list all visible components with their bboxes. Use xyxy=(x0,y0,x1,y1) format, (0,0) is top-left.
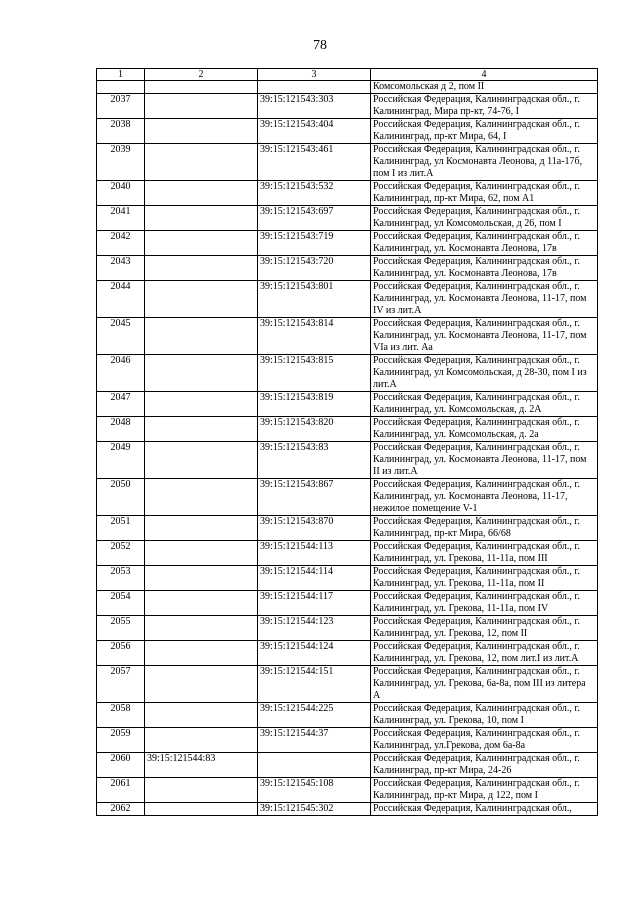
row-number: 2056 xyxy=(97,641,145,666)
cadastral-number: 39:15:121544:151 xyxy=(258,666,371,703)
row-number: 2043 xyxy=(97,256,145,281)
row-number: 2047 xyxy=(97,392,145,417)
table-row xyxy=(97,442,598,479)
cadastral-number: 39:15:121543:801 xyxy=(258,281,371,318)
cadastral-number: 39:15:121543:461 xyxy=(258,144,371,181)
address: Российская Федерация, Калининградская обл., xyxy=(371,803,598,816)
cadastral-number-col2: 39:15:121544:83 xyxy=(145,753,258,778)
address: Российская Федерация, Калининградская обл., г. Калининград, пр-кт Мира, 62, пом А1 xyxy=(371,181,598,206)
row-number: 2048 xyxy=(97,417,145,442)
cadastral-number: 39:15:121544:114 xyxy=(258,566,371,591)
table-row xyxy=(97,641,598,666)
column-header-4: 4 xyxy=(371,69,598,81)
address: Российская Федерация, Калининградская обл., г. Калининград, ул. Грекова, 11-11а, пом IV xyxy=(371,591,598,616)
cadastral-number-col2 xyxy=(145,442,258,479)
cadastral-number-col2 xyxy=(145,181,258,206)
row-number: 2049 xyxy=(97,442,145,479)
cadastral-number-col2 xyxy=(145,666,258,703)
cadastral-number: 39:15:121543:303 xyxy=(258,94,371,119)
table-row xyxy=(97,417,598,442)
table-body xyxy=(97,81,598,816)
row-number: 2051 xyxy=(97,516,145,541)
row-number: 2057 xyxy=(97,666,145,703)
cadastral-number: 39:15:121544:225 xyxy=(258,703,371,728)
row-number: 2039 xyxy=(97,144,145,181)
table-row xyxy=(97,256,598,281)
cadastral-number-col2 xyxy=(145,516,258,541)
address: Российская Федерация, Калининградская обл., г. Калининград, ул. Грекова, 12, пом II xyxy=(371,616,598,641)
address: Российская Федерация, Калининградская обл., г. Калининград, ул. Грекова, 12, пом лит.I из лит.А xyxy=(371,641,598,666)
table-row xyxy=(97,591,598,616)
cadastral-number-col2 xyxy=(145,256,258,281)
row-number: 2046 xyxy=(97,355,145,392)
address: Российская Федерация, Калининградская обл., г. Калининград, ул Комсомольская, д 28-30, пом I из лит.А xyxy=(371,355,598,392)
table-row xyxy=(97,778,598,803)
cadastral-number: 39:15:121543:532 xyxy=(258,181,371,206)
row-number: 2038 xyxy=(97,119,145,144)
cadastral-number: 39:15:121543:815 xyxy=(258,355,371,392)
table-row xyxy=(97,144,598,181)
cadastral-number-col2 xyxy=(145,318,258,355)
cadastral-number: 39:15:121544:117 xyxy=(258,591,371,616)
cadastral-number-col2 xyxy=(145,566,258,591)
address: Российская Федерация, Калининградская обл., г. Калининград, пр-кт Мира, 64, I xyxy=(371,119,598,144)
address: Российская Федерация, Калининградская обл., г. Калининград, ул. Комсомольская, д. 2а xyxy=(371,417,598,442)
cadastral-number: 39:15:121545:108 xyxy=(258,778,371,803)
address: Российская Федерация, Калининградская обл., г. Калининград, ул.Грекова, дом 6а-8а xyxy=(371,728,598,753)
row-number: 2060 xyxy=(97,753,145,778)
cadastral-number: 39:15:121544:123 xyxy=(258,616,371,641)
row-number: 2055 xyxy=(97,616,145,641)
column-header-2: 2 xyxy=(145,69,258,81)
cadastral-number: 39:15:121543:697 xyxy=(258,206,371,231)
table-row xyxy=(97,566,598,591)
cadastral-number-col2 xyxy=(145,231,258,256)
row-number: 2052 xyxy=(97,541,145,566)
cadastral-number: 39:15:121543:870 xyxy=(258,516,371,541)
row-number: 2061 xyxy=(97,778,145,803)
row-number: 2045 xyxy=(97,318,145,355)
table-row xyxy=(97,803,598,816)
row-number: 2053 xyxy=(97,566,145,591)
table-row xyxy=(97,181,598,206)
cadastral-number-col2 xyxy=(145,119,258,144)
row-number: 2054 xyxy=(97,591,145,616)
cadastral-number-col2 xyxy=(145,541,258,566)
cadastral-number-col2 xyxy=(145,703,258,728)
cadastral-number: 39:15:121543:83 xyxy=(258,442,371,479)
row-number: 2050 xyxy=(97,479,145,516)
address: Российская Федерация, Калининградская обл., г. Калининград, ул. Космонавта Леонова, 17в xyxy=(371,231,598,256)
cadastral-number-col2 xyxy=(145,94,258,119)
cadastral-number xyxy=(258,753,371,778)
cadastral-number: 39:15:121543:820 xyxy=(258,417,371,442)
cadastral-number: 39:15:121543:819 xyxy=(258,392,371,417)
table-header-row xyxy=(97,69,598,81)
row-number: 2040 xyxy=(97,181,145,206)
cadastral-number-col2 xyxy=(145,392,258,417)
cadastral-number: 39:15:121544:37 xyxy=(258,728,371,753)
address: Российская Федерация, Калининградская обл., г. Калининград, Мира пр-кт, 74-76, I xyxy=(371,94,598,119)
cadastral-number: 39:15:121544:113 xyxy=(258,541,371,566)
column-header-3: 3 xyxy=(258,69,371,81)
row-number: 2062 xyxy=(97,803,145,816)
cadastral-number: 39:15:121543:867 xyxy=(258,479,371,516)
address: Российская Федерация, Калининградская обл., г. Калининград, пр-кт Мира, 24-26 xyxy=(371,753,598,778)
table-row xyxy=(97,753,598,778)
cadastral-number: 39:15:121543:404 xyxy=(258,119,371,144)
row-number: 2044 xyxy=(97,281,145,318)
table-row xyxy=(97,516,598,541)
address: Российская Федерация, Калининградская обл., г. Калининград, ул. Комсомольская, д. 2А xyxy=(371,392,598,417)
cadastral-number-col2 xyxy=(145,641,258,666)
address: Российская Федерация, Калининградская обл., г. Калининград, пр-кт Мира, 66/68 xyxy=(371,516,598,541)
table-row xyxy=(97,703,598,728)
table-row xyxy=(97,728,598,753)
table-row xyxy=(97,616,598,641)
table-row xyxy=(97,206,598,231)
column-header-1: 1 xyxy=(97,69,145,81)
table-row xyxy=(97,231,598,256)
cadastral-number: 39:15:121545:302 xyxy=(258,803,371,816)
cadastral-number xyxy=(258,81,371,94)
address: Российская Федерация, Калининградская обл., г. Калининград, ул. Грекова, 11-11а, пом III xyxy=(371,541,598,566)
address: Российская Федерация, Калининградская обл., г. Калининград, ул. Грекова, 6а-8а, пом III из литера А xyxy=(371,666,598,703)
address: Российская Федерация, Калининградская обл., г. Калининград, ул. Грекова, 10, пом I xyxy=(371,703,598,728)
row-number: 2037 xyxy=(97,94,145,119)
table-row xyxy=(97,541,598,566)
address: Российская Федерация, Калининградская обл., г. Калининград, ул Комсомольская, д 26, пом I xyxy=(371,206,598,231)
table-row xyxy=(97,666,598,703)
address: Российская Федерация, Калининградская обл., г. Калининград, пр-кт Мира, д 122, пом I xyxy=(371,778,598,803)
address: Российская Федерация, Калининградская обл., г. Калининград, ул. Грекова, 11-11а, пом II xyxy=(371,566,598,591)
cadastral-number: 39:15:121543:720 xyxy=(258,256,371,281)
cadastral-number-col2 xyxy=(145,479,258,516)
table-row xyxy=(97,392,598,417)
cadastral-number-col2 xyxy=(145,206,258,231)
address: Российская Федерация, Калининградская обл., г. Калининград, ул Космонавта Леонова, д 11а-17б, пом I из лит.А xyxy=(371,144,598,181)
address: Российская Федерация, Калининградская обл., г. Калининград, ул. Космонавта Леонова, 11-17, нежилое помещение V-1 xyxy=(371,479,598,516)
page-number: 78 xyxy=(313,38,327,53)
register-table xyxy=(96,68,598,816)
table-row xyxy=(97,479,598,516)
row-number xyxy=(97,81,145,94)
cadastral-number-col2 xyxy=(145,81,258,94)
cadastral-number-col2 xyxy=(145,591,258,616)
address: Комсомольская д 2, пом II xyxy=(371,81,598,94)
row-number: 2042 xyxy=(97,231,145,256)
address: Российская Федерация, Калининградская обл., г. Калининград, ул. Космонавта Леонова, 11-17, пом VIа из лит. Аа xyxy=(371,318,598,355)
cadastral-number-col2 xyxy=(145,616,258,641)
table-row xyxy=(97,355,598,392)
cadastral-number-col2 xyxy=(145,355,258,392)
table-row xyxy=(97,81,598,94)
row-number: 2059 xyxy=(97,728,145,753)
cadastral-number: 39:15:121543:719 xyxy=(258,231,371,256)
cadastral-number-col2 xyxy=(145,417,258,442)
table-row xyxy=(97,281,598,318)
table-row xyxy=(97,94,598,119)
cadastral-number-col2 xyxy=(145,281,258,318)
cadastral-number-col2 xyxy=(145,728,258,753)
cadastral-number: 39:15:121544:124 xyxy=(258,641,371,666)
address: Российская Федерация, Калининградская обл., г. Калининград, ул. Космонавта Леонова, 11-17, пом II из лит.А xyxy=(371,442,598,479)
row-number: 2041 xyxy=(97,206,145,231)
row-number: 2058 xyxy=(97,703,145,728)
address: Российская Федерация, Калининградская обл., г. Калининград, ул. Космонавта Леонова, 11-17, пом IV из лит.А xyxy=(371,281,598,318)
cadastral-number: 39:15:121543:814 xyxy=(258,318,371,355)
cadastral-number-col2 xyxy=(145,144,258,181)
table-row xyxy=(97,318,598,355)
cadastral-number-col2 xyxy=(145,778,258,803)
cadastral-number-col2 xyxy=(145,803,258,816)
table-row xyxy=(97,119,598,144)
address: Российская Федерация, Калининградская обл., г. Калининград, ул. Космонавта Леонова, 17в xyxy=(371,256,598,281)
